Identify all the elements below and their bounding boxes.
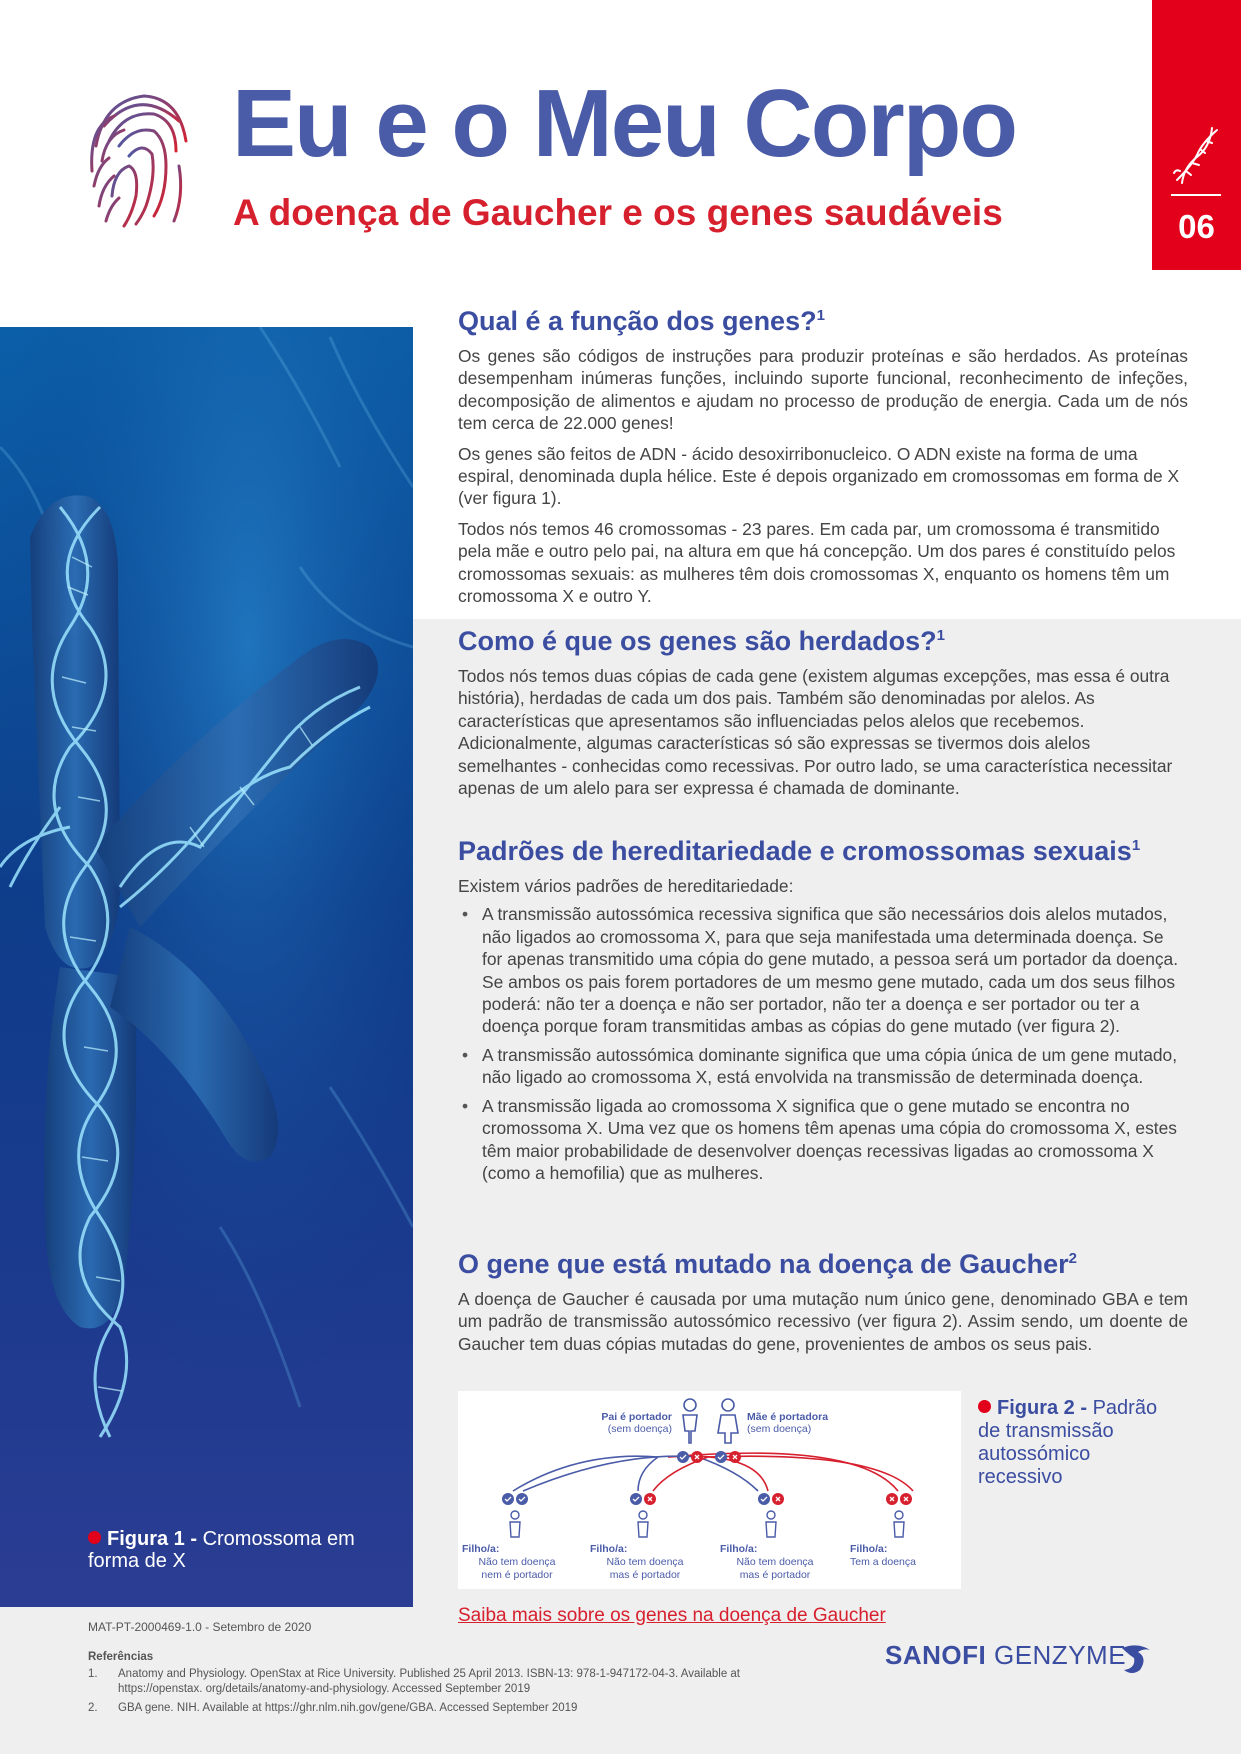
figure1-label: Figura 1 -	[107, 1528, 198, 1550]
list-item: • A transmissão ligada ao cromossoma X significa que o gene mutado se encontra no cromossoma X. Uma vez que os homens têm apenas uma cópia do cromossoma X, estes têm maior probabilidade de desenvolver doenças recessivas ligadas ao cromossoma X (como a hemofilia) que as mulheres.	[458, 1095, 1188, 1185]
ref-mark: 1	[816, 307, 825, 324]
ref-mark: 2	[1068, 1250, 1077, 1267]
sanofi-genzyme-logo: SANOFI GENZYME	[885, 1640, 1127, 1670]
figure2-label: Figura 2 -	[997, 1397, 1088, 1419]
figure1-text: Cromossoma em forma de X	[88, 1528, 355, 1572]
inheritance-diagram	[458, 1391, 961, 1589]
section-genes-function	[458, 306, 1188, 337]
caption-dot	[88, 1531, 101, 1544]
section1-body	[458, 345, 1188, 607]
caption-dot	[978, 1400, 991, 1413]
figure2-text: Padrão de transmissão autossómico recessivo	[978, 1397, 1158, 1488]
references	[88, 1650, 808, 1716]
paragraph: Os genes são códigos de instruções para produzir proteínas e são herdados. As proteínas desempenham inúmeras funções, incluindo suporte funcional, reconhecimento de infeções, decomposição de alimentos e ajudam no processo de produção de energia. Cada um de nós tem cerca de 22.000 genes!	[458, 346, 1188, 434]
issue-tab	[1152, 0, 1241, 270]
list-item: • A transmissão autossómica dominante significa que uma cópia única de um gene mutado, não ligado ao cromossoma X, está envolvida na transmissão de determinada doença.	[458, 1044, 1188, 1089]
ref-mark: 1	[1131, 837, 1141, 854]
material-code: MAT-PT-2000469-1.0 - Setembro de 2020	[88, 1620, 312, 1634]
sanofi-swirl-icon	[1118, 1640, 1154, 1676]
section-gaucher-gene	[458, 1249, 1188, 1355]
section-heading: Como é que os genes são herdados?$^1$	[458, 626, 945, 656]
page-subtitle: A doença de Gaucher e os genes saudáveis	[233, 192, 1003, 233]
chromosome-image	[0, 327, 413, 1607]
learn-more-link[interactable]: Saiba mais sobre os genes na doença de Gaucher	[458, 1605, 886, 1626]
child-label-3: Filho/a: Não tem doença mas é portador	[720, 1543, 814, 1581]
children-person-icons	[510, 1511, 904, 1537]
paragraph: A doença de Gaucher é causada por uma mutação num único gene, denominado GBA e tem um padrão de transmissão autossómico recessivo (ver figura 2). Assim sendo, um doente de Gaucher tem duas cópias mutadas do gene, provenientes de ambos os seus pais.	[458, 1289, 1188, 1354]
section-heading: Padrões de hereditariedade e cromossomas sexuais$^1$	[458, 836, 1141, 866]
paragraph: Os genes são feitos de ADN - ácido desoxirribonucleico. O ADN existe na forma de uma espiral, denominada dupla hélice. Este é depois organizado em cromossomas em forma de X (ver figura 1).	[458, 443, 1180, 509]
section-heading: O gene que está mutado na doença de Gaucher$^2$	[458, 1249, 1077, 1279]
figure2-caption	[978, 1397, 1178, 1489]
person-icon	[683, 1399, 738, 1443]
section-patterns	[458, 836, 1188, 1190]
bullet-list	[458, 903, 1188, 1184]
section-inheritance	[458, 626, 1188, 799]
child-label-2: Filho/a: Não tem doença mas é portador	[590, 1543, 684, 1581]
father-label: Pai é portador (sem doença)	[601, 1411, 672, 1435]
paragraph: Todos nós temos 46 cromossomas - 23 pares. Em cada par, um cromossoma é transmitido pela mãe e outro pelo pai, na altura em que há concepção. Um dos pares é constituído pelos cromossomas sexuais: as mulheres têm dois cromossomas X, enquanto os homens têm um cromossoma X e outro Y.	[458, 518, 1176, 607]
fingerprint-logo-icon	[84, 86, 194, 236]
paragraph: Todos nós temos duas cópias de cada gene (existem algumas excepções, mas essa é outra história), herdadas de cada um dos pais. Também são denominadas por alelos. As características que apresentamos são influenciadas pelos alelos que recebemos. Adicionalmente, algumas características só são expressas se tivermos dois alelos semelhantes - conhecidas como recessivas. Por outro lado, se uma característica necessitar apenas de um alelo para ser expressa é chamada de dominante.	[458, 666, 1173, 799]
reference-item: 2. GBA gene. NIH. Available at https://ghr.nlm.nih.gov/gene/GBA. Accessed September 2019	[88, 1702, 578, 1714]
list-item: • A transmissão autossómica recessiva significa que são necessários dois alelos mutados, não ligados ao cromossoma X, para que seja manifestada uma determinada doença. Se for apenas transmitido uma cópia do gene mutado, a pessoa será um portador da doença. Se ambos os pais forem portadores de um mesmo gene mutado, cada um dos seus filhos poderá: não ter a doença e não ser portador, não ter a doença e ser portador ou ter a doença porque foram transmitidas ambas as cópias do gene mutado (ver figura 2).	[458, 903, 1188, 1037]
issue-number: 06	[1178, 208, 1215, 245]
references-heading: Referências	[88, 1651, 154, 1663]
figure1-caption	[88, 1528, 388, 1572]
child-alleles	[502, 1493, 912, 1505]
page-title: Eu e o Meu Corpo	[232, 70, 1016, 177]
reference-item: 1. Anatomy and Physiology. OpenStax at Rice University. Published 25 April 2013. ISBN-13: 978-1-947172-04-3. Available at https://openstax. org/details/anatomy-and-physiology. Accessed September 2019	[88, 1668, 740, 1695]
chromosome-illustration	[0, 327, 413, 1607]
section-heading: Qual é a função dos genes?$^1$	[458, 306, 825, 336]
ref-mark: 1	[936, 627, 945, 644]
dna-icon	[1172, 125, 1222, 185]
paragraph: Existem vários padrões de hereditariedade:	[458, 876, 794, 897]
issue-tab-rule	[1171, 194, 1221, 196]
child-label-1: Filho/a: Não tem doença nem é portador	[462, 1543, 556, 1581]
mother-label: Mãe é portadora (sem doença)	[747, 1411, 829, 1435]
child-label-4: Filho/a: Tem a doença	[850, 1543, 916, 1568]
